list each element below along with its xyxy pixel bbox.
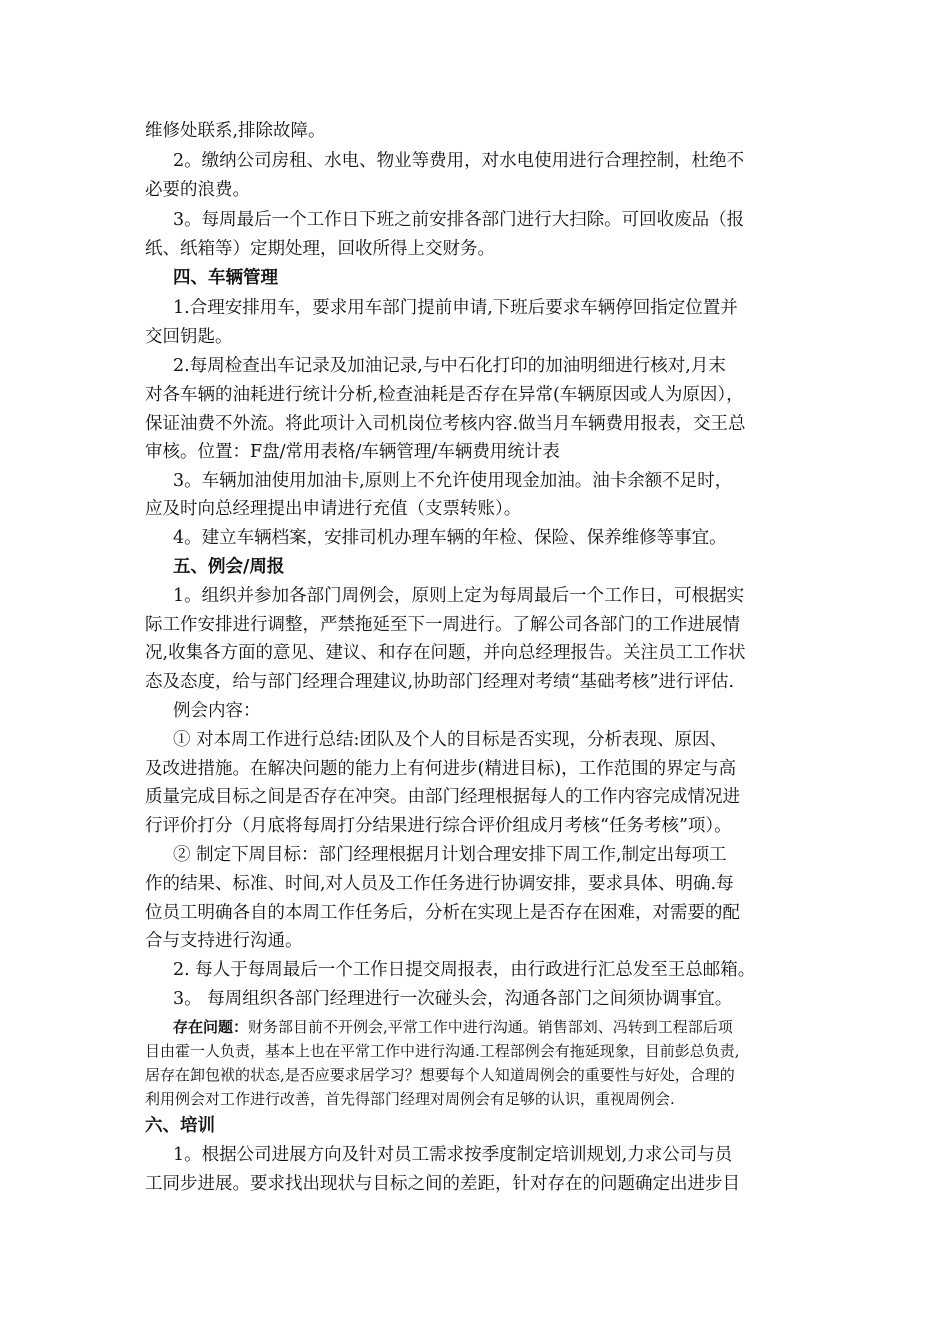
text-line: 质量完成目标之间是否存在冲突。由部门经理根据每人的工作内容完成情况进 bbox=[145, 787, 740, 807]
text-line: 对各车辆的油耗进行统计分析,检查油耗是否存在异常(车辆原因或人为原因）， bbox=[145, 385, 744, 405]
text-line: 2.每周检查出车记录及加油记录,与中石化打印的加油明细进行核对,月末 bbox=[173, 356, 726, 376]
text-line: 工同步进展。要求找出现状与目标之间的差距，针对存在的问题确定出进步目 bbox=[145, 1174, 740, 1194]
section-heading: 六、培训 bbox=[145, 1116, 215, 1136]
text-line: 2. 每人于每周最后一个工作日提交周报表，由行政进行汇总发至王总邮箱。 bbox=[173, 960, 756, 980]
text-line: 行评价打分（月底将每周打分结果进行综合评价组成月考核“任务考核”项）。 bbox=[145, 816, 732, 836]
text-line: 合与支持进行沟通。 bbox=[145, 931, 303, 951]
issue-label: 存在问题： bbox=[173, 1018, 249, 1036]
text-line: 况,收集各方面的意见、建议、和存在问题，并向总经理报告。关注员工工作状 bbox=[145, 643, 746, 663]
text-line: 作的结果、标准、时间,对人员及工作任务进行协调安排，要求具体、明确.每 bbox=[145, 874, 734, 894]
text-line: 态及态度，给与部门经理合理建议,协助部门经理对考绩“基础考核”进行评估. bbox=[145, 672, 735, 692]
issue-line: 目由霍一人负责，基本上也在平常工作中进行沟通.工程部例会有拖延现象，目前彭总负责, bbox=[145, 1042, 740, 1060]
text-line: ① 对本周工作进行总结:团队及个人的目标是否实现，分析表现、原因、 bbox=[173, 730, 727, 750]
text-line: 1。根据公司进展方向及针对员工需求按季度制定培训规划,力求公司与员 bbox=[173, 1145, 733, 1165]
text-line: ② 制定下周目标：部门经理根据月计划合理安排下周工作,制定出每项工 bbox=[173, 845, 727, 865]
text-line: 维修处联系,排除故障。 bbox=[145, 121, 326, 141]
text-line: 纸、纸箱等）定期处理，回收所得上交财务。 bbox=[145, 239, 495, 259]
section-heading: 四、车辆管理 bbox=[173, 268, 278, 288]
section-heading: 五、例会/周报 bbox=[173, 557, 285, 577]
text-line: 保证油费不外流。将此项计入司机岗位考核内容.做当月车辆费用报表，交王总 bbox=[145, 414, 746, 434]
issue-text: 财务部目前不开例会,平常工作中进行沟通。销售部刘、冯转到工程部后项 bbox=[248, 1018, 733, 1036]
text-line: 3。每周最后一个工作日下班之前安排各部门进行大扫除。可回收废品（报 bbox=[173, 210, 745, 230]
issue-line: 利用例会对工作进行改善，首先得部门经理对周例会有足够的认识，重视周例会. bbox=[145, 1090, 675, 1108]
text-line: 际工作安排进行调整，严禁拖延至下一周进行。了解公司各部门的工作进展情 bbox=[145, 615, 740, 635]
text-line: 4。建立车辆档案，安排司机办理车辆的年检、保险、保养维修等事宜。 bbox=[173, 528, 727, 548]
text-line: 1.合理安排用车，要求用车部门提前申请,下班后要求车辆停回指定位置并 bbox=[173, 298, 738, 318]
issue-line bbox=[173, 1016, 830, 1038]
text-line: 交回钥匙。 bbox=[145, 327, 233, 347]
text-line: 应及时向总经理提出申请进行充值（支票转账）。 bbox=[145, 499, 522, 519]
text-line: 3。 每周组织各部门经理进行一次碰头会，沟通各部门之间须协调事宜。 bbox=[173, 989, 733, 1009]
text-line: 审核。位置：F盘/常用表格/车辆管理/车辆费用统计表 bbox=[145, 442, 560, 462]
text-line: 例会内容： bbox=[173, 701, 261, 721]
text-line: 3。车辆加油使用加油卡,原则上不允许使用现金加油。油卡余额不足时， bbox=[173, 471, 733, 491]
text-line: 1。组织并参加各部门周例会，原则上定为每周最后一个工作日，可根据实 bbox=[173, 586, 745, 606]
text-line: 必要的浪费。 bbox=[145, 180, 250, 200]
text-line: 位员工明确各自的本周工作任务后，分析在实现上是否存在困难，对需要的配 bbox=[145, 903, 740, 923]
text-line: 2。缴纳公司房租、水电、物业等费用，对水电使用进行合理控制，杜绝不 bbox=[173, 151, 745, 171]
text-line: 及改进措施。在解决问题的能力上有何进步(精进目标)，工作范围的界定与高 bbox=[145, 759, 737, 779]
issue-line: 居存在卸包袱的状态,是否应要求居学习？想要每个人知道周例会的重要性与好处，合理的 bbox=[145, 1066, 735, 1084]
